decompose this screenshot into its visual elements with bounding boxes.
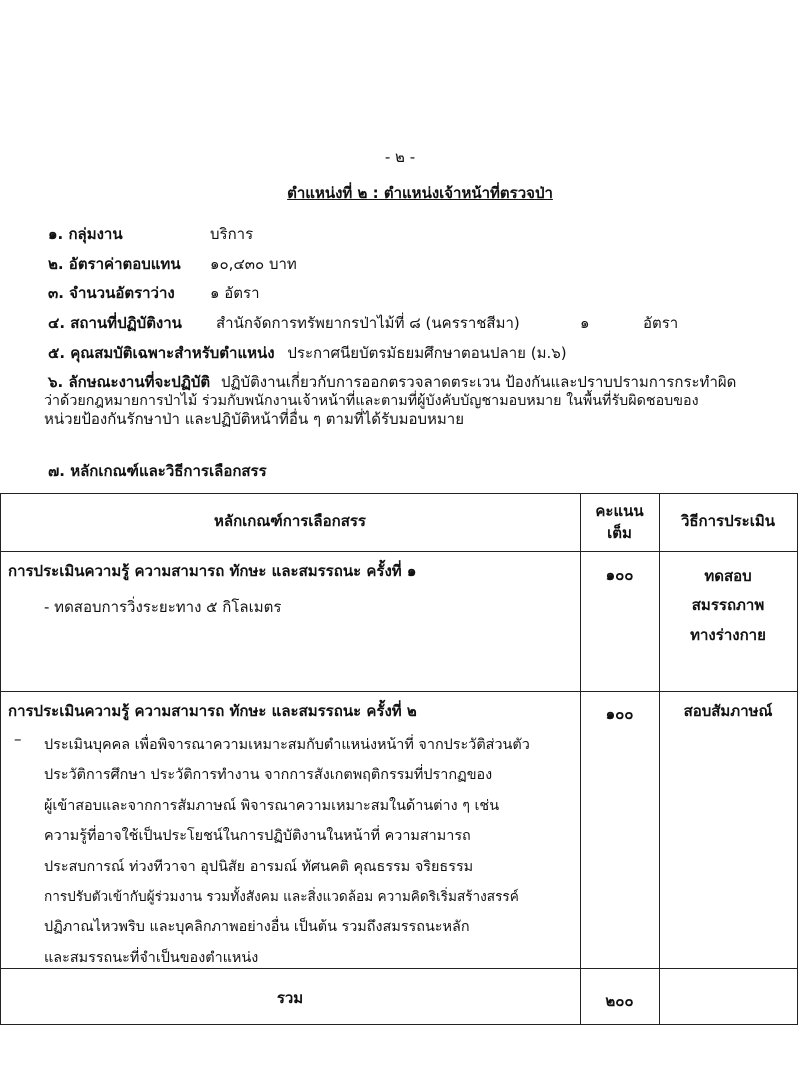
duties-paragraph bbox=[44, 373, 788, 429]
header-score-line-1: คะแนน bbox=[595, 502, 644, 520]
row-2-detail-line-7: ปฏิภาณไหวพริบ และบุคลิกภาพอย่างอื่น เป็นต้น รวมถึงสมรรถนะหลัก bbox=[44, 919, 470, 936]
field-workplace-unit: อัตรา bbox=[643, 314, 679, 332]
duties-line-3: หน่วยป้องกันรักษาป่า และปฏิบัติหน้าที่อื่น ๆ ตามที่ได้รับมอบหมาย bbox=[44, 410, 464, 429]
field-pay-label: ๒. อัตราค่าตอบแทน bbox=[48, 255, 181, 273]
field-group-value: บริการ bbox=[210, 225, 254, 243]
row-2-detail-line-8: และสมรรถนะที่จำเป็นของตำแหน่ง bbox=[44, 949, 259, 966]
total-score: ๒๐๐ bbox=[605, 992, 634, 1010]
criteria-heading-text: ๗. หลักเกณฑ์และวิธีการเลือกสรร bbox=[48, 462, 267, 480]
row-2-method: สอบสัมภาษณ์ bbox=[683, 702, 773, 720]
field-workplace bbox=[48, 314, 748, 333]
field-group-label: ๑. กลุ่มงาน bbox=[48, 225, 123, 243]
field-vacancy bbox=[48, 284, 260, 303]
position-heading: ตำแหน่งที่ ๒ : ตำแหน่งเจ้าหน้าที่ตรวจป่า bbox=[287, 184, 553, 202]
row-1-method bbox=[659, 562, 797, 650]
header-score-line-2: เต็ม bbox=[607, 523, 632, 542]
criteria-heading bbox=[48, 462, 267, 481]
field-vacancy-label: ๓. จำนวนอัตราว่าง bbox=[48, 284, 175, 302]
row-2-title: การประเมินความรู้ ความสามารถ ทักษะ และสมรรถนะ ครั้งที่ ๒ bbox=[8, 702, 417, 720]
field-workplace-label: ๔. สถานที่ปฏิบัติงาน bbox=[48, 314, 182, 332]
header-criteria: หลักเกณฑ์การเลือกสรร bbox=[214, 512, 366, 530]
field-workplace-value: สำนักจัดการทรัพยากรป่าไม้ที่ ๘ (นครราชสีมา) bbox=[216, 314, 520, 332]
row-2-detail-line-3: ผู้เข้าสอบและจากการสัมภาษณ์ พิจารณาความเหมาะสมในด้านต่าง ๆ เช่น bbox=[44, 797, 500, 814]
row-1-score: ๑๐๐ bbox=[605, 566, 634, 584]
field-group bbox=[48, 225, 254, 244]
row-1-detail: - ทดสอบการวิ่งระยะทาง ๕ กิโลเมตร bbox=[44, 598, 282, 616]
row-1-method-line-3: ทางร่างกาย bbox=[690, 625, 766, 644]
field-pay-value: ๑๐,๔๓๐ บาท bbox=[210, 255, 297, 273]
field-pay bbox=[48, 255, 297, 274]
field-workplace-count: ๑ bbox=[580, 314, 590, 332]
row-2-score: ๑๐๐ bbox=[605, 705, 634, 723]
duties-line-1: ปฏิบัติงานเกี่ยวกับการออกตรวจลาดตระเวน ป้องกันและปราบปรามการกระทำผิด bbox=[220, 373, 737, 391]
field-qualification-label: ๕. คุณสมบัติเฉพาะสำหรับตำแหน่ง bbox=[48, 344, 275, 362]
row-2-detail-line-4: ความรู้ที่อาจใช้เป็นประโยชน์ในการปฏิบัติงานในหน้าที่ ความสามารถ bbox=[44, 828, 471, 845]
row-1-method-line-1: ทดสอบ bbox=[704, 567, 752, 585]
selection-criteria-table bbox=[0, 493, 798, 1025]
total-label: รวม bbox=[276, 989, 304, 1007]
field-qualification bbox=[48, 344, 567, 363]
header-method: วิธีการประเมิน bbox=[680, 512, 776, 530]
page-number: - ๒ - bbox=[384, 148, 416, 166]
field-qualification-value: ประกาศนียบัตรมัธยมศึกษาตอนปลาย (ม.๖) bbox=[287, 344, 567, 362]
duties-label: ๖. ลักษณะงานที่จะปฏิบัติ bbox=[48, 373, 211, 391]
row-2-detail-line-5: ประสบการณ์ ท่วงทีวาจา อุปนิสัย อารมณ์ ทัศนคติ คุณธรรม จริยธรรม bbox=[44, 858, 474, 875]
row-2-bullet: – bbox=[14, 730, 22, 748]
row-1-title: การประเมินความรู้ ความสามารถ ทักษะ และสมรรถนะ ครั้งที่ ๑ bbox=[8, 562, 417, 580]
row-2-detail-line-1: ประเมินบุคคล เพื่อพิจารณาความเหมาะสมกับตำแหน่งหน้าที่ จากประวัติส่วนตัว bbox=[44, 737, 530, 753]
row-2-detail-line-6: การปรับตัวเข้ากับผู้ร่วมงาน รวมทั้งสังคม และสิ่งแวดล้อม ความคิดริเริ่มสร้างสรรค์ bbox=[44, 889, 519, 906]
header-score bbox=[580, 502, 659, 543]
row-2-detail bbox=[44, 730, 530, 973]
row-2-detail-line-2: ประวัติการศึกษา ประวัติการทำงาน จากการสังเกตพฤติกรรมที่ปรากฏของ bbox=[44, 767, 493, 784]
field-vacancy-value: ๑ อัตรา bbox=[210, 284, 260, 302]
row-1-method-line-2: สมรรถภาพ bbox=[691, 596, 765, 615]
duties-line-2: ว่าด้วยกฎหมายการป่าไม้ ร่วมกับพนักงานเจ้าหน้าที่และตามที่ผู้บังคับบัญชามอบหมาย ในพื้นที่รับผิดชอบของ bbox=[44, 393, 699, 410]
